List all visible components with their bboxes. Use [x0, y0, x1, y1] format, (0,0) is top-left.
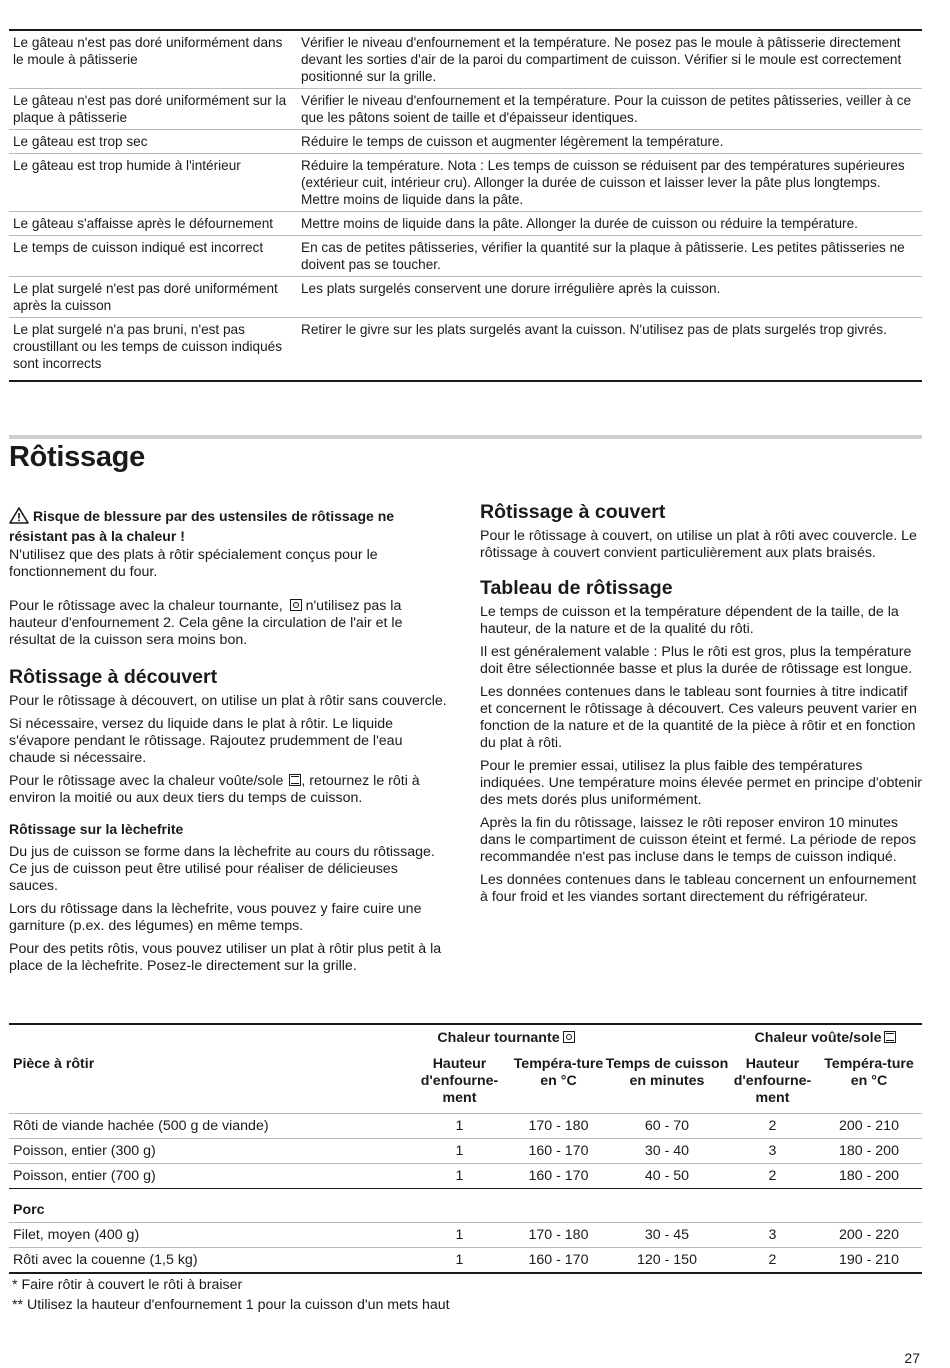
- paragraph: Il est généralement valable : Plus le rôti est gros, plus la température doit être sélectionnée basse et plus la durée de rôtissage est longue.: [480, 644, 913, 677]
- cell: 3: [768, 1227, 777, 1243]
- cell: 170 - 180: [528, 1227, 589, 1243]
- col-temperature: Tempéra-ture en °C: [824, 1056, 914, 1089]
- problem-cell: Le plat surgelé n'a pas bruni, n'est pas croustillant ou les temps de cuisson indiqués sont incorrects: [13, 322, 283, 371]
- text-part: , retournez le rôti à environ la moitié ou aux deux tiers du temps de cuisson.: [9, 773, 420, 806]
- cell-name: Rôti avec la couenne (1,5 kg): [13, 1252, 198, 1268]
- table-row: [9, 317, 922, 380]
- footnotes: [9, 1275, 922, 1315]
- group-fan-heat: [407, 1030, 605, 1047]
- problem-cell: Le gâteau n'est pas doré uniformément dans le moule à pâtisserie: [13, 35, 283, 67]
- paragraph: [9, 773, 449, 807]
- page-title: Rôtissage: [9, 441, 145, 473]
- heading-couvert: Rôtissage à couvert: [480, 501, 666, 523]
- col-piece: Pièce à rôtir: [13, 1056, 95, 1072]
- cell: 190 - 210: [839, 1252, 899, 1268]
- group-label: Chaleur tournante: [437, 1029, 560, 1046]
- cell: 180 - 200: [839, 1143, 899, 1159]
- cell-name: Rôti de viande hachée (500 g de viande): [13, 1118, 269, 1134]
- table-row: [9, 276, 922, 317]
- section-divider: [9, 435, 922, 439]
- col-hauteur: Hauteur d'enfourne-ment: [733, 1056, 812, 1106]
- cell: 200 - 220: [839, 1227, 899, 1243]
- cell: 1: [455, 1168, 464, 1184]
- cell: 170 - 180: [528, 1118, 589, 1134]
- cell: 60 - 70: [644, 1118, 690, 1134]
- solution-cell: En cas de petites pâtisseries, vérifier la quantité sur la plaque à pâtisserie. Les petites pâtisseries ne doivent pas se toucher.: [301, 240, 905, 272]
- paragraph: Les données contenues dans le tableau sont fournies à titre indicatif et concernent le rôtissage à découvert. Ces valeurs peuvent varier en fonction de la nature et de la quantité de la pièce à rôtir et en fonction du plat à rôti.: [480, 684, 917, 751]
- troubleshooting-table: [9, 29, 922, 382]
- solution-cell: Réduire le temps de cuisson et augmenter légèrement la température.: [301, 134, 724, 149]
- top-bottom-heat-icon: [884, 1031, 896, 1043]
- cell: 160 - 170: [528, 1143, 589, 1159]
- heading-decouvert: Rôtissage à découvert: [9, 666, 218, 688]
- table-row: [9, 31, 922, 88]
- table-row: [9, 88, 922, 129]
- table-row: [9, 211, 922, 235]
- table-column-header: [9, 1051, 922, 1113]
- top-bottom-heat-icon: [289, 774, 301, 786]
- fan-heat-icon: [563, 1031, 575, 1043]
- section-porc-label: Porc: [13, 1202, 45, 1218]
- cell: 2: [768, 1252, 777, 1268]
- cell: 120 - 150: [637, 1252, 697, 1268]
- roasting-table: [9, 1023, 922, 1315]
- paragraph: Pour le rôtissage à couvert, on utilise un plat à rôti avec couvercle. Le rôtissage à couvert convient particulièrement aux plats braisés.: [480, 528, 917, 561]
- paragraph: Après la fin du rôtissage, laissez le rôti reposer environ 10 minutes dans le compartiment de cuisson éteint et fermé. La période de repos recommandée n'est pas incluse dans le temps de cuisson indiqué.: [480, 815, 917, 865]
- col-hauteur: Hauteur d'enfourne-ment: [420, 1056, 499, 1106]
- table-row: [9, 1163, 922, 1188]
- problem-cell: Le temps de cuisson indiqué est incorrect: [13, 240, 264, 255]
- fan-note-part-b: n'utilisez pas la hauteur d'enfournement 2. Cela gêne la circulation de l'air et le résultat de la cuisson sera moins bon.: [9, 598, 403, 648]
- cell: 2: [768, 1118, 777, 1134]
- paragraph: Du jus de cuisson se forme dans la lèchefrite au cours du rôtissage. Ce jus de cuisson peut être utilisé pour réaliser de délicieuses sauces.: [9, 844, 435, 894]
- table-row: [9, 1138, 922, 1163]
- solution-cell: Réduire la température. Nota : Les temps de cuisson se réduisent par des températures supérieures (extérieur cuit, intérieur cru). Allonger la durée de cuisson et laisser lever la pâte plus longtemps. Mettre moins de liquide dans la pâte.: [301, 158, 905, 207]
- heading-lechefrite: Rôtissage sur la lèchefrite: [9, 821, 184, 837]
- footnote: ** Utilisez la hauteur d'enfournement 1 pour la cuisson d'un mets haut: [12, 1297, 450, 1313]
- fan-note: [9, 598, 449, 649]
- solution-cell: Les plats surgelés conservent une dorure irrégulière après la cuisson.: [301, 281, 721, 296]
- footnote: * Faire rôtir à couvert le rôti à braiser: [12, 1277, 243, 1293]
- group-top-bottom-heat: [729, 1030, 922, 1047]
- cell: 160 - 170: [528, 1168, 589, 1184]
- table-row: [9, 129, 922, 153]
- cell-name: Filet, moyen (400 g): [13, 1227, 140, 1243]
- cell-name: Poisson, entier (300 g): [13, 1143, 156, 1159]
- cell: 200 - 210: [839, 1118, 899, 1134]
- paragraph: Pour le rôtissage à découvert, on utilise un plat à rôtir sans couvercle.: [9, 693, 447, 709]
- cell: 30 - 45: [644, 1227, 690, 1243]
- paragraph: Pour des petits rôtis, vous pouvez utiliser un plat à rôtir plus petit à la place de la lèchefrite. Posez-le directement sur la grille.: [9, 941, 442, 974]
- text-part: Pour le rôtissage avec la chaleur voûte/sole: [9, 773, 284, 789]
- solution-cell: Vérifier le niveau d'enfournement et la température. Pour la cuisson de petites pâtisseries, veiller à ce que les pâtons soient de taille et d'épaisseur identiques.: [301, 93, 912, 125]
- heading-tableau: Tableau de rôtissage: [480, 577, 673, 599]
- table-group-header: [9, 1025, 922, 1051]
- paragraph: Si nécessaire, versez du liquide dans le plat à rôtir. Le liquide s'évapore pendant le rôtissage. Rajoutez prudemment de l'eau chaude si nécessaire.: [9, 716, 403, 766]
- solution-cell: Mettre moins de liquide dans la pâte. Allonger la durée de cuisson ou réduire la température.: [301, 216, 858, 231]
- group-label: Chaleur voûte/sole: [754, 1029, 882, 1046]
- warning-title: Risque de blessure par des ustensiles de rôtissage ne résistant pas à la chaleur !: [9, 508, 395, 544]
- paragraph: Les données contenues dans le tableau concernent un enfournement à four froid et les viandes sortant directement du réfrigérateur.: [480, 872, 917, 905]
- cell: 1: [455, 1118, 464, 1134]
- table-row: [9, 235, 922, 276]
- col-temperature: Tempéra-ture en °C: [513, 1056, 604, 1089]
- paragraph: Le temps de cuisson et la température dépendent de la taille, de la hauteur, de la nature et de la qualité du rôti.: [480, 604, 899, 637]
- problem-cell: Le gâteau est trop sec: [13, 134, 148, 149]
- cell: 1: [455, 1143, 464, 1159]
- warning-text: N'utilisez que des plats à rôtir spécialement conçus pour le fonctionnement du four.: [9, 547, 378, 580]
- table-row: [9, 1247, 922, 1274]
- warning-icon: [9, 507, 29, 528]
- cell: 3: [768, 1143, 777, 1159]
- section-porc-row: [9, 1188, 922, 1222]
- col-time: Temps de cuisson en minutes: [605, 1056, 729, 1089]
- problem-cell: Le plat surgelé n'est pas doré uniformément après la cuisson: [13, 281, 278, 313]
- solution-cell: Vérifier le niveau d'enfournement et la température. Ne posez pas le moule à pâtisserie directement devant les sorties d'air de la paroi du compartiment de cuisson. Vérifier si le moule est correctement positionné sur la grille.: [301, 35, 902, 84]
- table-row: [9, 1113, 922, 1138]
- right-column: [480, 500, 922, 906]
- page-number: 27: [904, 1350, 920, 1366]
- cell: 160 - 170: [528, 1252, 589, 1268]
- table-row: [9, 153, 922, 211]
- warning-heading: [9, 507, 449, 545]
- paragraph: Lors du rôtissage dans la lèchefrite, vous pouvez y faire cuire une garniture (p.ex. des légumes) en même temps.: [9, 901, 422, 934]
- paragraph: Pour le premier essai, utilisez la plus faible des températures indiquées. Une température moins élevée permet en principe d'obtenir des mets dorés plus uniformément.: [480, 758, 922, 808]
- cell: 180 - 200: [839, 1168, 899, 1184]
- cell: 30 - 40: [644, 1143, 690, 1159]
- problem-cell: Le gâteau s'affaisse après le défournement: [13, 216, 274, 231]
- cell: 1: [455, 1227, 464, 1243]
- table-row: [9, 1222, 922, 1247]
- cell: 2: [768, 1168, 777, 1184]
- cell: 40 - 50: [644, 1168, 690, 1184]
- solution-cell: Retirer le givre sur les plats surgelés avant la cuisson. N'utilisez pas de plats surgelés trop givrés.: [301, 322, 887, 337]
- problem-cell: Le gâteau est trop humide à l'intérieur: [13, 158, 241, 173]
- left-column: [9, 507, 449, 975]
- fan-heat-icon: [290, 599, 302, 611]
- cell-name: Poisson, entier (700 g): [13, 1168, 156, 1184]
- cell: 1: [455, 1252, 464, 1268]
- problem-cell: Le gâteau n'est pas doré uniformément sur la plaque à pâtisserie: [13, 93, 287, 125]
- fan-note-part-a: Pour le rôtissage avec la chaleur tournante,: [9, 598, 283, 614]
